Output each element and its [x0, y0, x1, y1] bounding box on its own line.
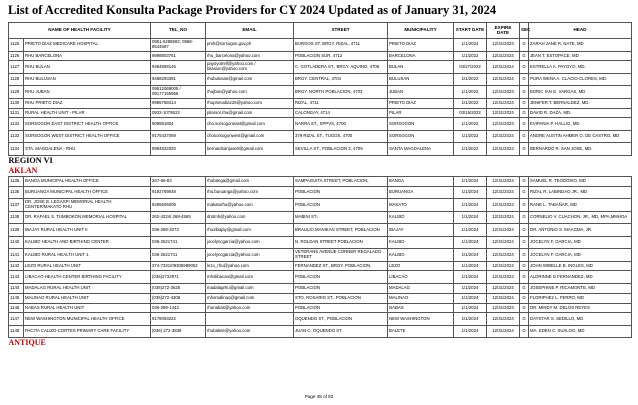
- street-cell: CALONGAY, 4714: [294, 108, 388, 118]
- head-cell: JENIFER T. BERNALDEZ, MD.: [529, 98, 632, 108]
- row-number-cell: 1148: [9, 325, 24, 338]
- email-cell: makatorhu@yahoo.com: [206, 199, 294, 212]
- facility-name-cell: RURAL HEALTH UNIT - PILAR: [24, 108, 151, 118]
- facility-name-cell: NEW WASHINGTON MUNICIPAL HEALTH OFFICE: [24, 313, 151, 326]
- tel-number-cell: 262-4224/ 268-4565: [151, 211, 206, 224]
- municipality-cell: MAKATO: [388, 199, 454, 212]
- tel-number-cell: 0951-6285582; 0968-8544687: [151, 39, 206, 52]
- expire-date-cell: 12/31/2024: [487, 176, 520, 186]
- street-cell: POBLACION: [294, 303, 388, 313]
- table-row: [9, 249, 632, 262]
- expire-date-cell: 12/31/2024: [487, 186, 520, 199]
- expire-date-cell: 12/31/2024: [487, 61, 520, 74]
- municipality-cell: JUBAN: [388, 86, 454, 99]
- header-start-date: START DATE: [454, 23, 487, 39]
- row-number-cell: 1127: [9, 61, 24, 74]
- start-date-cell: 03/16/2022: [454, 108, 487, 118]
- municipality-cell: SORSOGON: [388, 118, 454, 131]
- municipality-cell: LEZO: [388, 261, 454, 271]
- facility-name-cell: NABAS RURAL HEALTH UNIT: [24, 303, 151, 313]
- header-facility: NAME OF HEALTH FACILITY: [9, 23, 151, 39]
- head-cell: JOCELYN F. GARCIA, MD: [529, 236, 632, 249]
- municipality-cell: KALIBO: [388, 236, 454, 249]
- sec-cell: G: [520, 39, 529, 52]
- table-row: [9, 73, 632, 86]
- tel-number-cell: 0932-1079522: [151, 108, 206, 118]
- tel-number-cell: 9285505009: [151, 199, 206, 212]
- street-cell: POBLACION: [294, 186, 388, 199]
- table-row: [9, 293, 632, 303]
- street-cell: N. ROLDAN STREET POBLACION: [294, 236, 388, 249]
- table-row: [9, 186, 632, 199]
- row-number-cell: 1143: [9, 271, 24, 284]
- header-email: EMAIL: [206, 23, 294, 39]
- table-row: [9, 236, 632, 249]
- facility-name-cell: RHU BULUSAN: [24, 73, 151, 86]
- street-cell: BRGY. CENTRAL, 4704: [294, 73, 388, 86]
- start-date-cell: 04/27/2022: [454, 61, 487, 74]
- facility-name-cell: RHU BARCELONA: [24, 51, 151, 61]
- street-cell: BURGOS ST. BRGY. RIZAL, 4711: [294, 39, 388, 52]
- street-cell: POBLACION: [294, 283, 388, 293]
- facility-name-cell: LEZO RURAL HEALTH UNIT: [24, 261, 151, 271]
- head-cell: FLORIPHE2 L. FERRO, MD: [529, 293, 632, 303]
- row-number-cell: 1132: [9, 118, 24, 131]
- municipality-cell: PRIETO DIAZ: [388, 98, 454, 108]
- municipality-cell: MALINAO: [388, 293, 454, 303]
- header-sec: SEC: [520, 23, 529, 39]
- street-cell: POBLACION: [294, 199, 388, 212]
- region-heading-label: REGION VI: [8, 155, 53, 165]
- sec-cell: G: [520, 236, 529, 249]
- tel-number-cell: 267-65-83: [151, 176, 206, 186]
- header-municipality: MUNICIPALITY: [388, 23, 454, 39]
- street-cell: SEVILLA ST., POBLACION 3, 4709: [294, 143, 388, 156]
- province-heading-antique: [9, 338, 632, 349]
- table-row: [9, 108, 632, 118]
- start-date-cell: 1/1/2022: [454, 118, 487, 131]
- street-cell: SAMPAGUITA STREET, POBLACION,: [294, 176, 388, 186]
- email-cell: drstmh@yahoo.com: [206, 211, 294, 224]
- row-number-cell: 1131: [9, 108, 24, 118]
- sec-cell: G: [520, 261, 529, 271]
- email-cell: chosorsogonwest@gmail.com: [206, 130, 294, 143]
- providers-table: [8, 22, 632, 348]
- expire-date-cell: 12/31/2024: [487, 39, 520, 52]
- email-cell: rhuprietodiaz26@yahoo.com: [206, 98, 294, 108]
- email-cell: rhubanga@gmail.com: [206, 176, 294, 186]
- email-cell: cho.sorsogoneast@gmail.com: [206, 118, 294, 131]
- head-cell: ALDRINNE D.FERNANDEZ, MD: [529, 271, 632, 284]
- tel-number-cell: 9998803761: [151, 51, 206, 61]
- email-cell: rhu.buruanga@yahoo.com: [206, 186, 294, 199]
- tel-number-cell: 09512069005 / 09177155965: [151, 86, 206, 99]
- start-date-cell: 1/1/2022: [454, 51, 487, 61]
- sec-cell: G: [520, 51, 529, 61]
- municipality-cell: IBAJAY: [388, 224, 454, 237]
- head-cell: JOHN WIBELLE B. INGLES, MD: [529, 261, 632, 271]
- email-cell: mhomalinao@gmail.com: [206, 293, 294, 303]
- start-date-cell: 1/1/2024: [454, 303, 487, 313]
- sec-cell: G: [520, 271, 529, 284]
- email-cell: rhubulusan@gmail.com: [206, 73, 294, 86]
- province-heading-antique-label: ANTIQUE: [8, 338, 46, 348]
- start-date-cell: 1/1/2022: [454, 130, 487, 143]
- facility-name-cell: RHU BULAN: [24, 61, 151, 74]
- tel-number-cell: (036) 272-3838: [151, 325, 206, 338]
- expire-date-cell: 12/31/2024: [487, 51, 520, 61]
- facility-name-cell: PRIETO DIAZ MEDICARE HOSPITAL: [24, 39, 151, 52]
- tel-number-cell: 036-289-1443: [151, 303, 206, 313]
- start-date-cell: 1/1/2024: [454, 186, 487, 199]
- street-cell: STO. ROSARIO ST., POBLACION: [294, 293, 388, 303]
- expire-date-cell: 12/31/2024: [487, 303, 520, 313]
- expire-date-cell: 12/31/2024: [487, 118, 520, 131]
- email-cell: payoyotrell@yahoo.com / bilasion@yahoo.com: [206, 61, 294, 74]
- street-cell: POBLACION: [294, 271, 388, 284]
- row-number-cell: 1141: [9, 249, 24, 262]
- sec-cell: G: [520, 313, 529, 326]
- expire-date-cell: 12/31/2024: [487, 211, 520, 224]
- expire-date-cell: 12/31/2024: [487, 283, 520, 293]
- street-cell: OQUENDO ST., POBLACION: [294, 313, 388, 326]
- expire-date-cell: 12/31/2024: [487, 293, 520, 303]
- row-number-cell: 1135: [9, 176, 24, 186]
- street-cell: POBLACION SUR, 4712: [294, 51, 388, 61]
- expire-date-cell: 12/31/2024: [487, 199, 520, 212]
- facility-name-cell: BANGA MUNICIPAL HEALTH OFFICE: [24, 176, 151, 186]
- municipality-cell: BULAN: [388, 61, 454, 74]
- row-number-cell: 1134: [9, 143, 24, 156]
- expire-date-cell: 12/31/2024: [487, 236, 520, 249]
- table-row: [9, 199, 632, 212]
- row-number-cell: 1126: [9, 51, 24, 61]
- table-row: [9, 118, 632, 131]
- street-cell: C. GOTLADERA ST., BRGY. AQUINO, 4706: [294, 61, 388, 74]
- region-heading: [9, 155, 632, 166]
- tel-number-cell: 9175437069: [151, 130, 206, 143]
- sec-cell: G: [520, 186, 529, 199]
- header-tel: TEL_NO: [151, 23, 206, 39]
- municipality-cell: MADALAG: [388, 283, 454, 293]
- email-cell: mholibacao@gmail.com: [206, 271, 294, 284]
- head-cell: BERNARDO R. SAN JOSE, MD.: [529, 143, 632, 156]
- expire-date-cell: 12/31/2024: [487, 143, 520, 156]
- sec-cell: G: [520, 176, 529, 186]
- sec-cell: G: [520, 118, 529, 131]
- row-number-cell: 1133: [9, 130, 24, 143]
- municipality-cell: NABAS: [388, 303, 454, 313]
- sec-cell: G: [520, 86, 529, 99]
- expire-date-cell: 12/31/2024: [487, 73, 520, 86]
- head-cell: EVIPANIA P. HALLIG, MD: [529, 118, 632, 131]
- facility-name-cell: MADALAG RURAL HEALTH UNIT: [24, 283, 151, 293]
- sec-cell: G: [520, 283, 529, 293]
- province-heading-aklan-label: AKLAN: [8, 165, 38, 175]
- header-head: HEAD: [529, 23, 632, 39]
- municipality-cell: PRIETO DIAZ: [388, 39, 454, 52]
- start-date-cell: 1/1/2024: [454, 211, 487, 224]
- start-date-cell: 1/1/2024: [454, 199, 487, 212]
- tel-number-cell: (036)272-4308: [151, 293, 206, 303]
- table-row: [9, 283, 632, 293]
- email-cell: jocelyncgarcia@yahoo.com: [206, 236, 294, 249]
- start-date-cell: 1/1/2024: [454, 283, 487, 293]
- facility-name-cell: BURUANGA MUNICIPAL HEALTH OFFICE: [24, 186, 151, 199]
- facility-name-cell: SORSOGON WEST DISTRICT HEALTH OFFICE: [24, 130, 151, 143]
- head-cell: ANDRE AUSTIN AHMER O. DE CASTRO, MD: [529, 130, 632, 143]
- facility-name-cell: RHU JUBAN: [24, 86, 151, 99]
- table-row: [9, 176, 632, 186]
- start-date-cell: 1/1/2022: [454, 143, 487, 156]
- row-number-cell: 1145: [9, 293, 24, 303]
- street-cell: MABINI ST.,: [294, 211, 388, 224]
- expire-date-cell: 12/31/2024: [487, 261, 520, 271]
- table-row: [9, 61, 632, 74]
- municipality-cell: KALIBO: [388, 249, 454, 262]
- sec-cell: G: [520, 98, 529, 108]
- sec-cell: G: [520, 199, 529, 212]
- document-title: List of Accredited Konsulta Package Providers for CY 2024 Updated as of January 31, 2024: [8, 3, 497, 17]
- facility-name-cell: SORSOGON EAST DISTRICT HEALTH OFFICE: [24, 118, 151, 131]
- row-number-cell: 1128: [9, 73, 24, 86]
- sec-cell: G: [520, 73, 529, 86]
- head-cell: DR. MINDY M. DELOS REYES: [529, 303, 632, 313]
- start-date-cell: 1/1/2024: [454, 39, 487, 52]
- table-row: [9, 303, 632, 313]
- street-cell: NARRA ST., SPPVS, 4700: [294, 118, 388, 131]
- head-cell: DAYSTAR S. SEDILLO, MD: [529, 313, 632, 326]
- email-cell: pilarsor.rhu@gmail.com: [206, 108, 294, 118]
- municipality-cell: BANGA: [388, 176, 454, 186]
- municipality-cell: PILAR: [388, 108, 454, 118]
- start-date-cell: 1/1/2022: [454, 98, 487, 108]
- row-number-cell: 1144: [9, 283, 24, 293]
- tel-number-cell: 9192769048: [151, 186, 206, 199]
- facility-name-cell: IBAJAY RURAL HEALTH UNIT II: [24, 224, 151, 237]
- head-cell: PURA WENA A. CLACIO-CLORES, MD.: [529, 73, 632, 86]
- facility-name-cell: KALIBO RURAL HEALTH UNIT 1: [24, 249, 151, 262]
- email-cell: rhunabas@yahoo.com: [206, 303, 294, 313]
- email-cell: rhubalete@yahoo.com: [206, 325, 294, 338]
- sec-cell: G: [520, 249, 529, 262]
- street-cell: JUAN C. OQUENDO ST.: [294, 325, 388, 338]
- start-date-cell: 1/1/2024: [454, 176, 487, 186]
- email-cell: madalagrhu@gmail.com: [206, 283, 294, 293]
- municipality-cell: KALIBO: [388, 211, 454, 224]
- facility-name-cell: KALIBO HEALTH AND BIRTHING CENTER: [24, 236, 151, 249]
- municipality-cell: BULUSAN: [388, 73, 454, 86]
- row-number-cell: 1146: [9, 303, 24, 313]
- tel-number-cell: 036-2621741: [151, 249, 206, 262]
- expire-date-cell: 12/31/2024: [487, 325, 520, 338]
- start-date-cell: 1/1/2024: [454, 224, 487, 237]
- table-row: [9, 211, 632, 224]
- head-cell: ZARAH JANE R. NATE, MD: [529, 39, 632, 52]
- head-cell: JOSEPHINE P. RICAMONTE, MD: [529, 283, 632, 293]
- head-cell: MA. EDEN C. SUALOG, MD: [529, 325, 632, 338]
- expire-date-cell: 12/31/2024: [487, 271, 520, 284]
- expire-date-cell: 12/31/2024: [487, 313, 520, 326]
- tel-number-cell: 9484899146: [151, 61, 206, 74]
- start-date-cell: 1/1/2022: [454, 73, 487, 86]
- street-cell: VETERANS AVENUE CORNER REGALADO STREET: [294, 249, 388, 262]
- expire-date-cell: 12/31/2024: [487, 130, 520, 143]
- head-cell: ESTRELLA A. PAYOYO, MD.: [529, 61, 632, 74]
- row-number-cell: 1142: [9, 261, 24, 271]
- email-cell: rhujban@yahoo.com: [206, 86, 294, 99]
- start-date-cell: 1/1/2024: [454, 236, 487, 249]
- table-row: [9, 224, 632, 237]
- facility-name-cell: DR. RAFAEL S. TUMBOKON MEMORIAL HOSPITAL: [24, 211, 151, 224]
- row-number-cell: 1140: [9, 236, 24, 249]
- header-street: STREET: [294, 23, 388, 39]
- municipality-cell: NEW WASHINGTON: [388, 313, 454, 326]
- table-row: [9, 261, 632, 271]
- row-number-cell: 1130: [9, 98, 24, 108]
- expire-date-cell: 12/31/2024: [487, 98, 520, 108]
- head-cell: RANE L. TABAÑAR, MD: [529, 199, 632, 212]
- table-row: [9, 39, 632, 52]
- row-number-cell: 1138: [9, 211, 24, 224]
- head-cell: SAMUEL R. TEODOSIO, MD: [529, 176, 632, 186]
- head-cell: RIZAL R. LABINDAO JR., MD: [529, 186, 632, 199]
- start-date-cell: 1/1/2022: [454, 86, 487, 99]
- facility-name-cell: MALINAO RURAL HEALTH UNIT: [24, 293, 151, 303]
- email-cell: [206, 313, 294, 326]
- page-footer: Page 48 of 82: [304, 394, 334, 399]
- municipality-cell: SORSOGON: [388, 130, 454, 143]
- head-cell: DAVID R. DAZA, MD.: [529, 108, 632, 118]
- expire-date-cell: 12/31/2024: [487, 108, 520, 118]
- table-row: [9, 86, 632, 99]
- sec-cell: G: [520, 303, 529, 313]
- sec-cell: G: [520, 293, 529, 303]
- tel-number-cell: 036-289-2073: [151, 224, 206, 237]
- start-date-cell: 1/1/2024: [454, 261, 487, 271]
- street-cell: 379 RIZAL ST., TUGOS, 4700: [294, 130, 388, 143]
- tel-number-cell: 9985768414: [151, 98, 206, 108]
- start-date-cell: 1/1/2024: [454, 313, 487, 326]
- start-date-cell: 1/1/2024: [454, 293, 487, 303]
- facility-name-cell: STA. MAGDALENA - RHU: [24, 143, 151, 156]
- expire-date-cell: 12/31/2024: [487, 224, 520, 237]
- table-row: [9, 51, 632, 61]
- municipality-cell: BALETE: [388, 325, 454, 338]
- sec-cell: G: [520, 211, 529, 224]
- sec-cell: G: [520, 61, 529, 74]
- head-cell: EDRIC IAN G. VARGAS, MD: [529, 86, 632, 99]
- facility-name-cell: RHU PRIETO DIAZ: [24, 98, 151, 108]
- head-cell: JOCELYN F. GARCIA, MD: [529, 249, 632, 262]
- table-row: [9, 130, 632, 143]
- head-cell: JEAN T. ESTOPACE, MD: [529, 51, 632, 61]
- facility-name-cell: LIBACAO HEALTH CENTER BIRTHING FACILITY: [24, 271, 151, 284]
- row-number-cell: 1147: [9, 313, 24, 326]
- tel-number-cell: (036)272-3625: [151, 283, 206, 293]
- street-cell: RIZAL, 4711: [294, 98, 388, 108]
- email-cell: bernardsanjose0@gmail.com: [206, 143, 294, 156]
- expire-date-cell: 12/31/2024: [487, 249, 520, 262]
- tel-number-cell: 908881804: [151, 118, 206, 131]
- facility-name-cell: DR. JOSE B. LEGASPI MEMORIAL HEALTH CENTER/MAKATO RHU: [24, 199, 151, 212]
- tel-number-cell: 036-2621741: [151, 236, 206, 249]
- province-heading-aklan: [9, 166, 632, 177]
- row-number-cell: 1136: [9, 186, 24, 199]
- start-date-cell: 1/1/2024: [454, 249, 487, 262]
- municipality-cell: BURUANGA: [388, 186, 454, 199]
- table-row: [9, 143, 632, 156]
- row-number-cell: 1129: [9, 86, 24, 99]
- sec-cell: G: [520, 224, 529, 237]
- email-cell: pmh@sorsogon.gov.ph: [206, 39, 294, 52]
- street-cell: FERNANDEZ ST., BRGY. POBLACION,: [294, 261, 388, 271]
- sec-cell: G: [520, 108, 529, 118]
- table-body: [9, 39, 632, 349]
- start-date-cell: 1/1/2024: [454, 271, 487, 284]
- tel-number-cell: 9984832020: [151, 143, 206, 156]
- row-number-cell: 1139: [9, 224, 24, 237]
- header-expire-date: EXPIRE DATE: [487, 23, 520, 39]
- sec-cell: G: [520, 143, 529, 156]
- table-row: [9, 98, 632, 108]
- sec-cell: G: [520, 130, 529, 143]
- email-cell: rhu2ibajay@gmail.com: [206, 224, 294, 237]
- header-row: [9, 23, 632, 39]
- municipality-cell: SANTA MAGDALENA: [388, 143, 454, 156]
- tel-number-cell: (036)2732971: [151, 271, 206, 284]
- municipality-cell: BARCELONA: [388, 51, 454, 61]
- facility-name-cell: PACITA CALIZO-CORTES PRIMARY CARE FACILITY: [24, 325, 151, 338]
- email-cell: jocelyncgarcia@yahoo.com: [206, 249, 294, 262]
- table-row: [9, 325, 632, 338]
- street-cell: BRAULIO MANIKAN STREET, POBLACION: [294, 224, 388, 237]
- table-row: [9, 271, 632, 284]
- email-cell: lezo_rhu@yahoo.com: [206, 261, 294, 271]
- head-cell: DR. ANTONIO S. MAAGMA, JR.: [529, 224, 632, 237]
- tel-number-cell: 374-7331/09305989052: [151, 261, 206, 271]
- expire-date-cell: 12/31/2024: [487, 86, 520, 99]
- sec-cell: G: [520, 325, 529, 338]
- row-number-cell: 1137: [9, 199, 24, 212]
- table-row: [9, 313, 632, 326]
- municipality-cell: LIBACAO: [388, 271, 454, 284]
- street-cell: BRGY. NORTH POBLACION, 4703: [294, 86, 388, 99]
- start-date-cell: 1/1/2024: [454, 325, 487, 338]
- tel-number-cell: 9468293391: [151, 73, 206, 86]
- tel-number-cell: 9178093222: [151, 313, 206, 326]
- row-number-cell: 1125: [9, 39, 24, 52]
- head-cell: CORNELIO V. CUACHON, JR., MD, MPA,MMHOA: [529, 211, 632, 224]
- email-cell: rhu_barcelona@yahoo.com: [206, 51, 294, 61]
